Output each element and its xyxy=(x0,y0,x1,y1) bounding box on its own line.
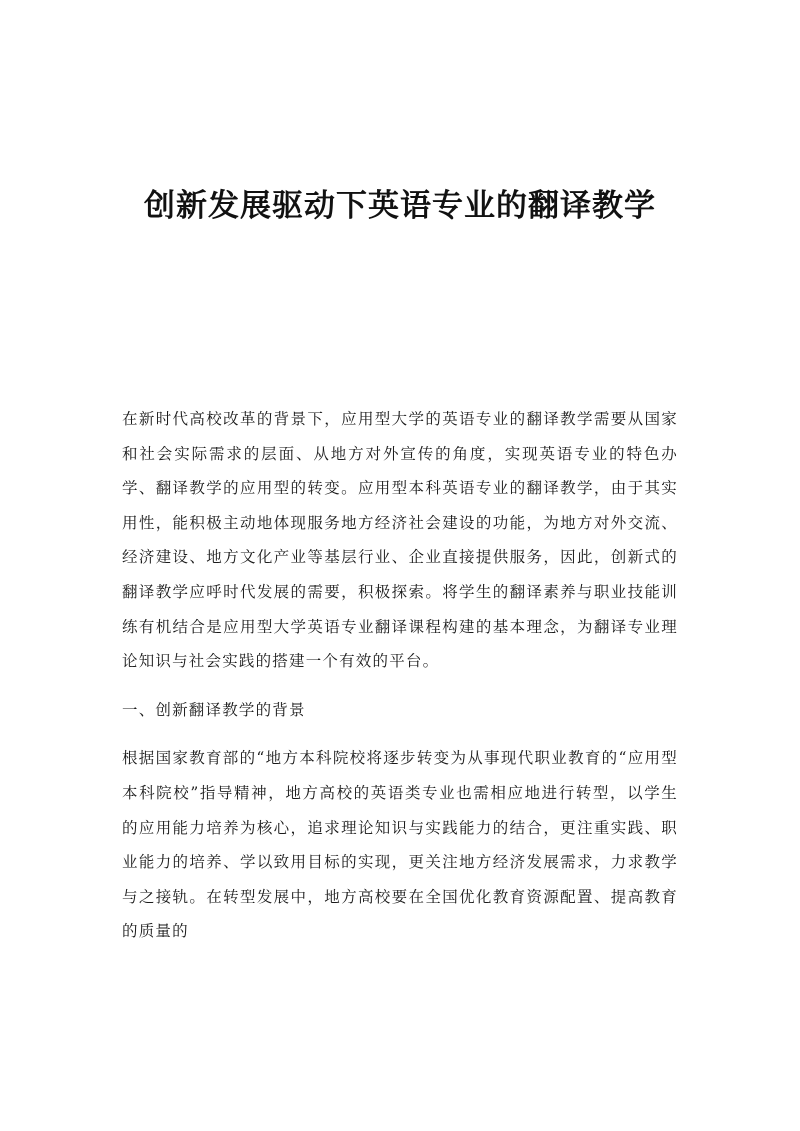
document-title: 创新发展驱动下英语专业的翻译教学 xyxy=(144,188,656,224)
section-paragraph: 根据国家教育部的“地方本科院校将逐步转变为从事现代职业教育的“应用型本科院校”指导精神，地方高校的英语类专业也需相应地进行转型，以学生的应用能力培养为核心，追求理论知识与实践能力的结合，更注重实践、职业能力的培养、学以致用目标的实现，更关注地方经济发展需求，力求教学与之接轨。在转型发展中，地方高校要在全国优化教育资源配置、提高教育的质量的 xyxy=(122,749,678,941)
document-body xyxy=(122,402,678,963)
intro-paragraph: 在新时代高校改革的背景下，应用型大学的英语专业的翻译教学需要从国家和社会实际需求的层面、从地方对外宣传的角度，实现英语专业的特色办学、翻译教学的应用型的转变。应用型本科英语专业的翻译教学，由于其实用性，能积极主动地体现服务地方经济社会建设的功能，为地方对外交流、经济建设、地方文化产业等基层行业、企业直接提供服务，因此，创新式的翻译教学应呼时代发展的需要，积极探索。将学生的翻译素养与职业技能训练有机结合是应用型大学英语专业翻译课程构建的基本理念，为翻译专业理论知识与社会实践的搭建一个有效的平台。 xyxy=(122,410,678,671)
section-heading: 一、创新翻译教学的背景 xyxy=(122,700,306,719)
